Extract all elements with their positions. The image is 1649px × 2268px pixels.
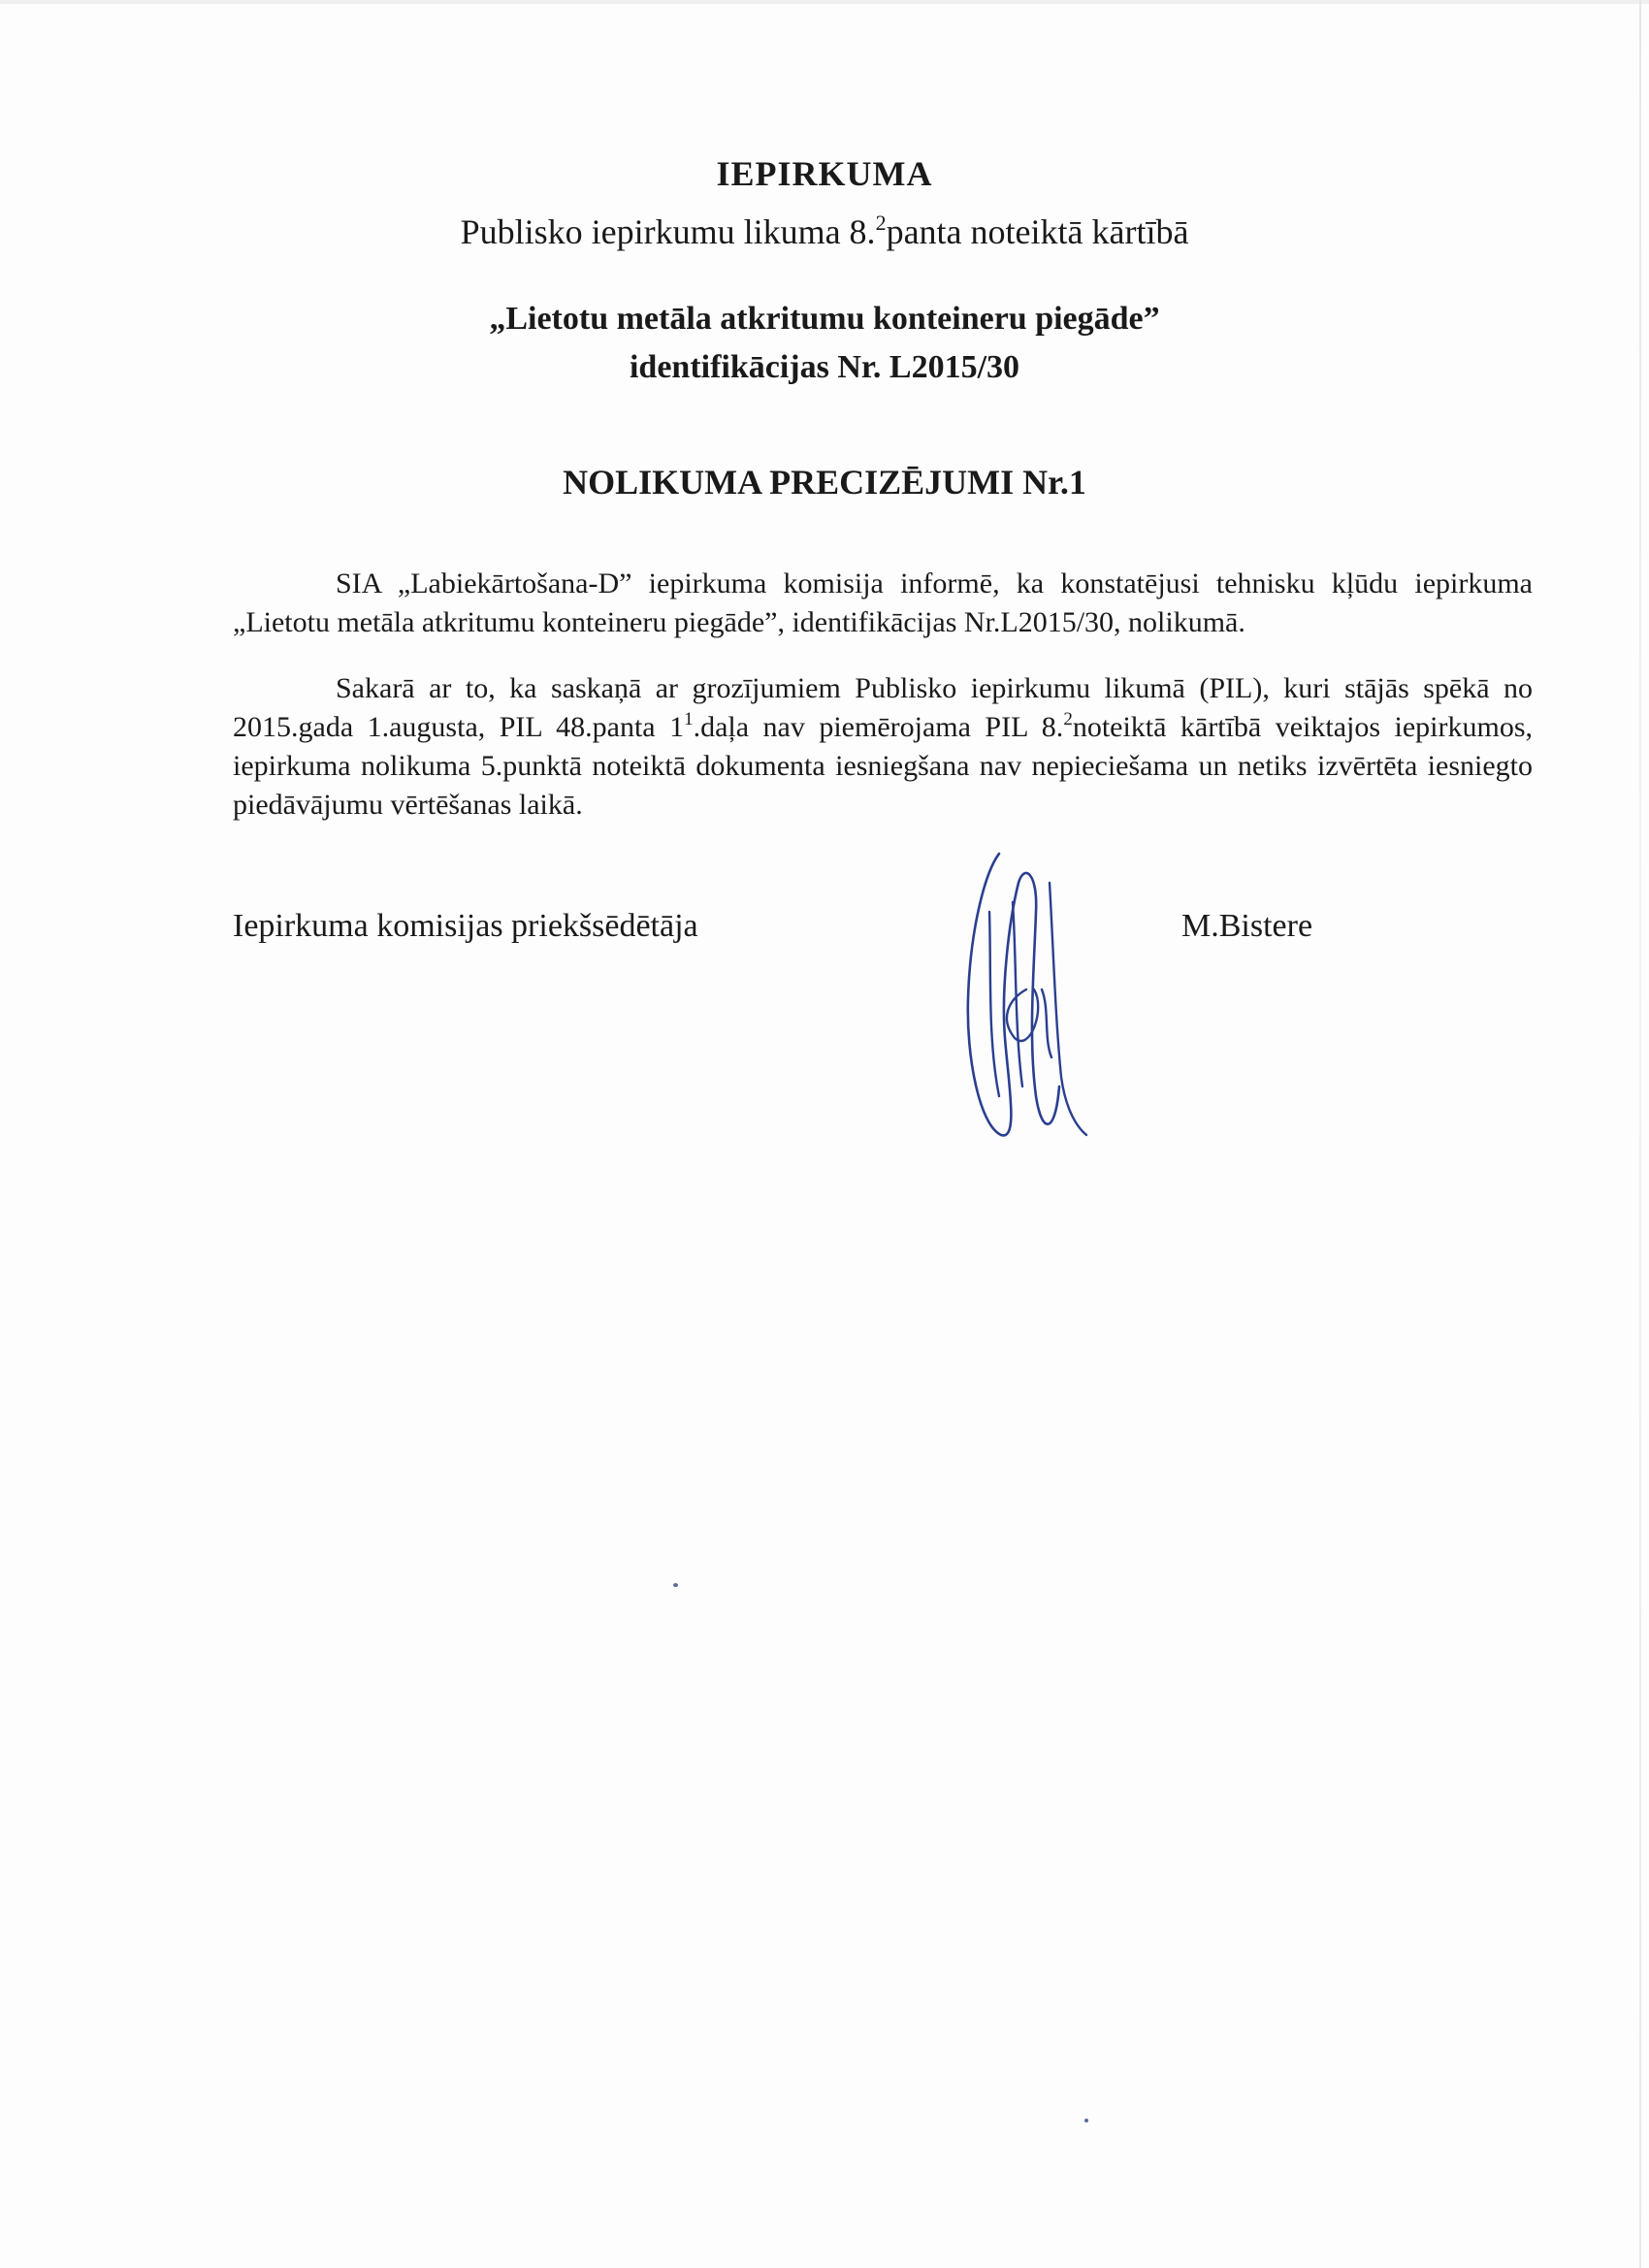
scan-speck xyxy=(1084,2119,1088,2122)
scan-speck xyxy=(673,1583,678,1587)
body-paragraph-1 xyxy=(233,565,1533,642)
procurement-identification: identifikācijas Nr. L2015/30 xyxy=(629,349,1020,385)
signature-stroke-tail xyxy=(1042,883,1086,1135)
procurement-name: „Lietotu metāla atkritumu konteineru piegāde” xyxy=(489,301,1160,337)
paragraph-2-superscript-1: 1 xyxy=(684,709,694,729)
handwritten-signature xyxy=(941,844,1116,1145)
signature-stroke-mid xyxy=(989,902,1038,1096)
signature-stroke-outer xyxy=(968,854,1059,1135)
subtitle-superscript: 2 xyxy=(875,211,887,235)
scan-edge-top xyxy=(0,0,1649,4)
subtitle-text-b: panta noteiktā kārtībā xyxy=(886,212,1189,251)
signatory-role: Iepirkuma komisijas priekšsēdētāja xyxy=(233,908,698,944)
scan-edge-right xyxy=(1639,0,1641,2268)
paragraph-2-superscript-2: 2 xyxy=(1063,709,1073,729)
paragraph-2-text-b: .daļa nav piemērojama PIL 8. xyxy=(693,711,1064,743)
document-title: IEPIRKUMA xyxy=(716,154,933,193)
paragraph-1-indent xyxy=(233,567,336,599)
body-paragraph-2 xyxy=(233,669,1533,825)
subtitle-text-a: Publisko iepirkumu likuma 8. xyxy=(460,212,876,251)
document-subtitle xyxy=(0,211,1649,252)
clarification-heading: NOLIKUMA PRECIZĒJUMI Nr.1 xyxy=(563,463,1086,502)
paragraph-1-text: SIA „Labiekārtošana-D” iepirkuma komisija informē, ka konstatējusi tehnisku kļūdu iepirkuma „Lietotu metāla atkritumu konteineru piegāde”, identifikācijas Nr.L2015/30, nolikumā. xyxy=(233,567,1533,638)
paragraph-2-text-c: noteiktā kārtībā veiktajos iepirkumos, iepirkuma nolikuma 5.punktā noteiktā dokumenta iesniegšana nav nepieciešama un netiks izvērtēta iesniegto piedāvājumu vērtēšanas laikā. xyxy=(233,711,1534,821)
paragraph-2-text-a: Sakarā ar to, ka saskaņā ar grozījumiem Publisko iepirkumu likumā (PIL), kuri stājās spēkā no 2015.gada 1.augusta, PIL 48.panta 1 xyxy=(233,672,1533,743)
signatory-name: M.Bistere xyxy=(1181,908,1313,944)
paragraph-2-indent xyxy=(233,672,336,704)
